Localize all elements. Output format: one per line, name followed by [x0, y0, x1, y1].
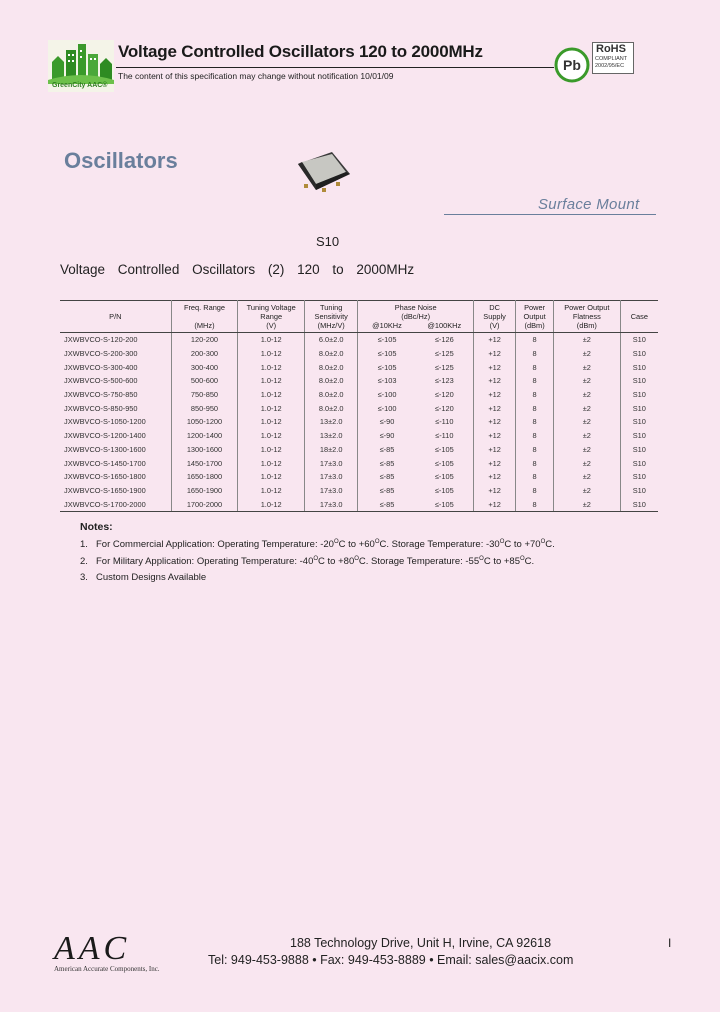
note-1-deg-1: O [333, 539, 339, 545]
col-pn-100k: @100KHz [427, 321, 462, 330]
col-pn-l2: (dBc/Hz) [401, 312, 431, 321]
table-header-row [60, 301, 658, 333]
table-cell: 17±3.0 [305, 456, 358, 470]
table-cell: ≤-85 [379, 472, 395, 482]
col-dc-l2: Supply [483, 312, 506, 321]
table-cell: 850-950 [171, 401, 238, 415]
table-cell: S10 [632, 444, 646, 454]
table-cell: 18±2.0 [305, 443, 358, 457]
table-cell: ±2 [553, 470, 620, 484]
col-pn: P/N [60, 301, 171, 333]
table-cell: 1.0-12 [238, 497, 305, 511]
table-cell: ≤-125 [416, 360, 474, 374]
spec-table-body [60, 333, 658, 512]
table-row [60, 360, 658, 374]
mount-type-label: Surface Mount [538, 196, 640, 213]
spec-table [60, 300, 658, 512]
table-row [60, 497, 658, 511]
page-mark: I [668, 936, 672, 950]
company-name: American Accurate Components, Inc. [54, 965, 160, 973]
table-cell: JXWBVCO-S-300-400 [60, 360, 171, 374]
table-cell: ≤-85 [379, 458, 395, 468]
col-freq-l1: Freq. Range [183, 303, 226, 312]
table-cell: +12 [473, 456, 515, 470]
col-dc-l1: DC [489, 303, 500, 312]
col-case: Case [620, 301, 658, 333]
document-title: Voltage Controlled Oscillators 120 to 2000MHz [118, 42, 483, 61]
note-1-text-b: C to +60 [338, 539, 375, 551]
table-cell: 1050-1200 [171, 415, 238, 429]
table-cell: 1650-1800 [171, 470, 238, 484]
table-cell: S10 [632, 335, 646, 345]
table-cell: JXWBVCO-S-1200-1400 [60, 429, 171, 443]
table-cell: 8.0±2.0 [305, 360, 358, 374]
table-cell: ±2 [553, 347, 620, 361]
table-cell: S10 [632, 431, 646, 441]
table-cell: 300-400 [171, 360, 238, 374]
header-divider [116, 67, 554, 68]
table-cell: 8 [516, 484, 554, 498]
table-cell: ≤-110 [416, 415, 474, 429]
table-cell: JXWBVCO-S-850-950 [60, 401, 171, 415]
table-cell: S10 [632, 417, 646, 427]
col-freq [171, 301, 238, 333]
table-cell: 8.0±2.0 [305, 401, 358, 415]
table-cell: 8 [516, 443, 554, 457]
notes-title: Notes: [80, 521, 113, 533]
table-cell: +12 [473, 388, 515, 402]
table-cell: 1700-2000 [171, 497, 238, 511]
table-cell: +12 [473, 347, 515, 361]
table-cell: 8 [516, 401, 554, 415]
table-cell: ≤-85 [379, 485, 395, 495]
table-cell: 8 [516, 497, 554, 511]
table-cell: ≤-100 [377, 403, 397, 413]
table-cell: JXWBVCO-S-1650-1800 [60, 470, 171, 484]
note-1-deg-4: O [540, 539, 546, 545]
table-cell: 8 [516, 347, 554, 361]
table-cell: 13±2.0 [305, 415, 358, 429]
oscillator-chip-image [292, 150, 354, 194]
table-cell: ≤-105 [416, 484, 474, 498]
pb-text: Pb [563, 57, 581, 73]
note-2-deg-4: O [520, 556, 525, 562]
table-cell: ±2 [553, 497, 620, 511]
table-cell: +12 [473, 484, 515, 498]
table-cell: ±2 [553, 388, 620, 402]
col-po-l3: (dBm) [524, 321, 545, 330]
table-row [60, 401, 658, 415]
col-tv-l1: Tuning Voltage [246, 303, 296, 312]
note-1-text-d: C to +70 [504, 539, 541, 551]
table-cell: JXWBVCO-S-1050-1200 [60, 415, 171, 429]
table-cell: JXWBVCO-S-1450-1700 [60, 456, 171, 470]
rohs-compliant: COMPLIANT [595, 56, 628, 62]
table-cell: +12 [473, 415, 515, 429]
table-cell: 8 [516, 456, 554, 470]
table-cell: S10 [632, 472, 646, 482]
note-2-deg-2: O [354, 556, 359, 562]
table-cell: 1.0-12 [238, 401, 305, 415]
table-cell: 1300-1600 [171, 443, 238, 457]
table-cell: ≤-105 [377, 335, 397, 345]
table-cell: 1200-1400 [171, 429, 238, 443]
table-cell: JXWBVCO-S-200-300 [60, 347, 171, 361]
note-2 [80, 556, 534, 567]
table-cell: 1.0-12 [238, 429, 305, 443]
table-cell: ≤-103 [377, 376, 397, 386]
table-cell: 1.0-12 [238, 415, 305, 429]
note-2-text-a: For Military Application: Operating Temperature: -40 [96, 556, 314, 568]
note-1-text-e: C. [545, 539, 555, 551]
table-cell: ≤-123 [416, 374, 474, 388]
table-cell: JXWBVCO-S-1300-1600 [60, 443, 171, 457]
table-cell: +12 [473, 470, 515, 484]
document-subtitle: The content of this specification may change without notification 10/01/09 [118, 71, 394, 81]
table-cell: 1.0-12 [238, 388, 305, 402]
note-1-deg-3: O [499, 539, 505, 545]
table-cell: 1.0-12 [238, 360, 305, 374]
table-cell: 750-850 [171, 388, 238, 402]
table-cell: 120-200 [171, 333, 238, 347]
table-cell: ≤-105 [377, 349, 397, 359]
table-cell: JXWBVCO-S-120-200 [60, 333, 171, 347]
company-address: 188 Technology Drive, Unit H, Irvine, CA 92618 [290, 936, 552, 950]
col-sens-l2: Sensitivity [314, 312, 348, 321]
table-cell: JXWBVCO-S-750-850 [60, 388, 171, 402]
note-3 [80, 572, 206, 583]
table-cell: ±2 [553, 374, 620, 388]
table-cell: 200-300 [171, 347, 238, 361]
table-cell: S10 [620, 497, 658, 511]
table-cell: ≤-105 [377, 362, 397, 372]
table-cell: 8 [516, 360, 554, 374]
table-cell: +12 [473, 443, 515, 457]
note-2-text-d: C to +85 [483, 556, 520, 568]
table-cell: 17±3.0 [305, 470, 358, 484]
table-cell: 1.0-12 [238, 347, 305, 361]
note-2-deg-3: O [479, 556, 484, 562]
col-dc-supply [473, 301, 515, 333]
col-po-l1: Power [524, 303, 546, 312]
table-cell: 1.0-12 [238, 374, 305, 388]
table-cell: 8.0±2.0 [305, 347, 358, 361]
note-2-deg-1: O [313, 556, 319, 562]
note-2-text-e: C. [524, 556, 535, 568]
table-cell: S10 [632, 376, 646, 386]
table-cell: ±2 [553, 429, 620, 443]
table-cell: 1450-1700 [171, 456, 238, 470]
table-cell: S10 [632, 390, 646, 400]
col-power-output [516, 301, 554, 333]
table-cell: S10 [632, 349, 646, 359]
table-cell: 8.0±2.0 [305, 374, 358, 388]
col-po-l2: Output [523, 312, 546, 321]
table-cell: ±2 [553, 333, 620, 347]
table-cell: 6.0±2.0 [305, 333, 358, 347]
rohs-title: RoHS [596, 43, 626, 55]
table-cell: +12 [473, 333, 515, 347]
table-row [60, 374, 658, 388]
table-cell: JXWBVCO-S-1650-1900 [60, 484, 171, 498]
table-cell: ±2 [553, 443, 620, 457]
rohs-directive: 2002/95/EC [595, 63, 625, 69]
col-fl-l3: (dBm) [576, 321, 597, 330]
table-cell: 8.0±2.0 [305, 388, 358, 402]
table-cell: 1.0-12 [238, 470, 305, 484]
table-cell: 1.0-12 [238, 484, 305, 498]
col-tv-l3: (V) [266, 321, 277, 330]
table-cell: +12 [473, 401, 515, 415]
note-1-number: 1. [80, 539, 88, 551]
mount-underline [444, 214, 656, 215]
table-row [60, 388, 658, 402]
table-cell: 500-600 [171, 374, 238, 388]
logo-caption: GreenCity AAC® [52, 82, 108, 89]
table-cell: ≤-125 [416, 347, 474, 361]
table-cell: +12 [473, 374, 515, 388]
company-contact: Tel: 949-453-9888 • Fax: 949-453-8889 • Email: sales@aacix.com [208, 953, 574, 967]
table-cell: ≤-90 [379, 431, 395, 441]
table-cell: ≤-110 [416, 429, 474, 443]
table-cell: ≤-85 [358, 497, 416, 511]
col-pn-10k: @10KHz [372, 321, 402, 330]
table-cell: 17±3.0 [305, 484, 358, 498]
table-cell: ±2 [553, 456, 620, 470]
col-sens-l3: (MHz/V) [317, 321, 345, 330]
table-cell: 17±3.0 [305, 497, 358, 511]
table-cell: 13±2.0 [305, 429, 358, 443]
col-pn-l1: Phase Noise [394, 303, 437, 312]
case-code: S10 [316, 234, 340, 249]
table-cell: JXWBVCO-S-500-600 [60, 374, 171, 388]
table-row [60, 429, 658, 443]
section-title: Oscillators [64, 148, 178, 173]
col-tuning-voltage [238, 301, 305, 333]
table-cell: +12 [473, 497, 515, 511]
table-cell: 8 [516, 470, 554, 484]
table-cell: S10 [632, 458, 646, 468]
aac-logo: AAC [54, 930, 131, 967]
note-3-number: 3. [80, 572, 88, 583]
table-cell: ≤-105 [416, 497, 474, 511]
table-cell: ±2 [553, 415, 620, 429]
table-cell: S10 [632, 403, 646, 413]
table-cell: ≤-105 [416, 456, 474, 470]
lead-free-icon [554, 47, 590, 83]
table-row [60, 470, 658, 484]
table-cell: ±2 [553, 360, 620, 374]
table-cell: 8 [516, 388, 554, 402]
table-cell: 1.0-12 [238, 333, 305, 347]
table-cell: ≤-120 [416, 388, 474, 402]
table-cell: 8 [516, 333, 554, 347]
note-1 [80, 539, 555, 550]
table-cell: ≤-85 [379, 444, 395, 454]
table-cell: ≤-105 [416, 470, 474, 484]
table-cell: 1.0-12 [238, 443, 305, 457]
col-fl-l1: Power Output [564, 303, 610, 312]
table-cell: +12 [473, 360, 515, 374]
table-cell: S10 [632, 362, 646, 372]
table-cell: 8 [516, 429, 554, 443]
table-cell: S10 [632, 485, 646, 495]
table-cell: ≤-120 [416, 401, 474, 415]
table-row [60, 484, 658, 498]
table-row [60, 415, 658, 429]
note-1-text-c: C. Storage Temperature: -30 [379, 539, 500, 551]
note-3-text: Custom Designs Available [96, 572, 207, 583]
table-cell: ≤-100 [377, 390, 397, 400]
table-row [60, 443, 658, 457]
note-2-number: 2. [80, 556, 88, 568]
table-cell: ≤-126 [416, 333, 474, 347]
note-1-text-a: For Commercial Application: Operating Temperature: -20 [96, 539, 334, 551]
col-sens-l1: Tuning [320, 303, 343, 312]
table-cell: ≤-105 [416, 443, 474, 457]
table-cell: ≤-90 [379, 417, 395, 427]
table-cell: 8 [516, 374, 554, 388]
col-phase-noise [358, 301, 474, 333]
col-freq-l2: (MHz) [194, 321, 215, 330]
table-cell: 1650-1900 [171, 484, 238, 498]
note-2-text-c: C. Storage Temperature: -55 [358, 556, 480, 568]
col-tv-l2: Range [260, 312, 283, 321]
col-fl-l2: Flatness [572, 312, 601, 321]
table-cell: 1.0-12 [238, 456, 305, 470]
table-cell: 8 [516, 415, 554, 429]
table-row [60, 333, 658, 347]
table-cell: ±2 [553, 401, 620, 415]
col-sensitivity [305, 301, 358, 333]
col-flatness [553, 301, 620, 333]
table-heading: Voltage Controlled Oscillators (2) 120 to 2000MHz [60, 262, 415, 277]
table-row [60, 456, 658, 470]
note-1-deg-2: O [374, 539, 380, 545]
table-cell: +12 [473, 429, 515, 443]
table-cell: JXWBVCO-S-1700-2000 [60, 497, 171, 511]
table-row [60, 347, 658, 361]
table-cell: ±2 [553, 484, 620, 498]
note-2-text-b: C to +80 [318, 556, 355, 568]
col-dc-l3: (V) [489, 321, 500, 330]
